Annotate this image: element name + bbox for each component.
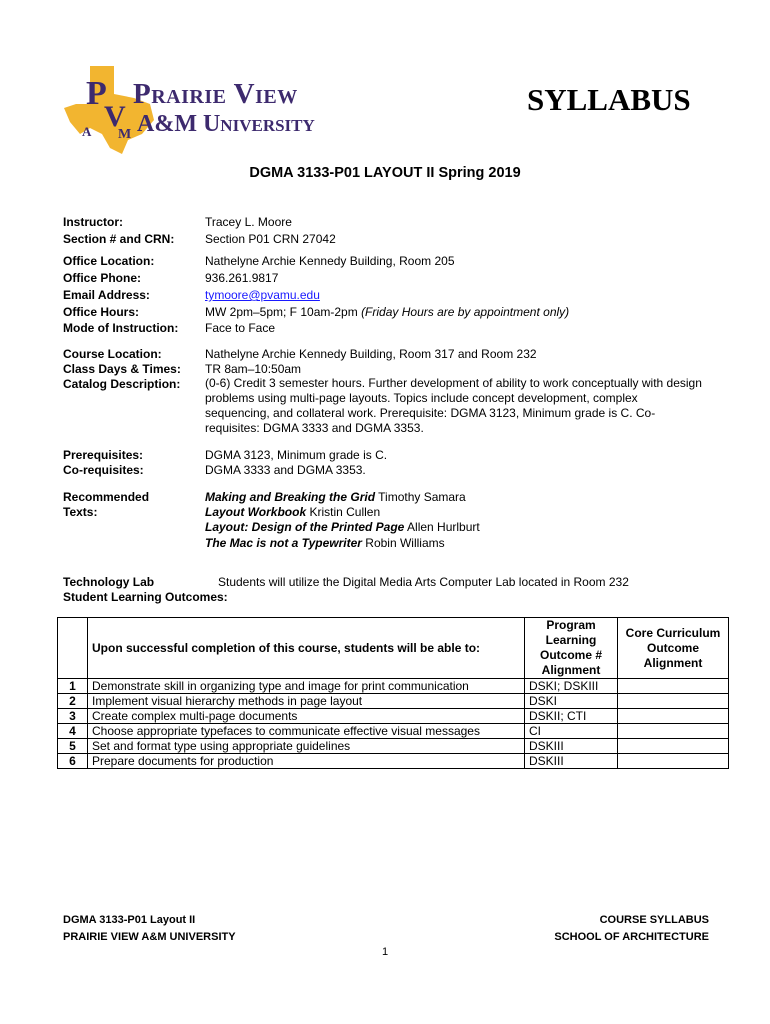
table-header-desc: Upon successful completion of this course, students will be able to: — [88, 618, 525, 679]
text-item — [205, 504, 380, 520]
footer-doc-type: COURSE SYLLABUS — [599, 914, 709, 926]
row-program: DSKI — [525, 694, 618, 709]
text-author: Allen Hurlburt — [404, 520, 480, 534]
section-value: Section P01 CRN 27042 — [205, 232, 336, 246]
course-location-label: Course Location: — [63, 347, 162, 361]
svg-text:A: A — [82, 124, 92, 139]
coreq-label: Co-requisites: — [63, 463, 144, 477]
row-desc: Prepare documents for production — [88, 754, 525, 769]
text-title: Making and Breaking the Grid — [205, 490, 376, 504]
row-num: 1 — [58, 679, 88, 694]
section-label: Section # and CRN: — [63, 232, 175, 246]
prereq-value: DGMA 3123, Minimum grade is C. — [205, 448, 388, 462]
row-num: 2 — [58, 694, 88, 709]
office-hours-value — [205, 304, 569, 320]
texts-label-line1: Recommended — [63, 490, 150, 504]
footer-university: PRAIRIE VIEW A&M UNIVERSITY — [63, 931, 236, 943]
table-row — [58, 754, 729, 769]
row-program: DSKI; DSKIII — [525, 679, 618, 694]
row-core — [618, 679, 729, 694]
catalog-value: (0-6) Credit 3 semester hours. Further development of ability to work conceptually with design problems using multi-page layouts. Topics include concept development, complex sequencing, and collateral work. Prerequisite: DGMA 3123, Minimum grade is C. Co-requisites: DGMA 3333 and DGMA 3353. — [205, 376, 702, 435]
office-hours-label: Office Hours: — [63, 305, 140, 319]
svg-text:V: V — [104, 100, 126, 133]
instructor-label: Instructor: — [63, 215, 123, 229]
slo-label: Student Learning Outcomes: — [63, 590, 228, 604]
footer-course: DGMA 3133-P01 Layout II — [63, 914, 196, 926]
footer-school: SCHOOL OF ARCHITECTURE — [554, 931, 709, 943]
instructor-value: Tracey L. Moore — [205, 215, 292, 229]
table-header-core: Core Curriculum Outcome Alignment — [618, 618, 729, 679]
row-program: DSKIII — [525, 754, 618, 769]
table-row — [58, 694, 729, 709]
row-num: 6 — [58, 754, 88, 769]
row-desc: Implement visual hierarchy methods in page layout — [88, 694, 525, 709]
email-value-wrap — [205, 287, 320, 303]
row-num: 4 — [58, 724, 88, 739]
text-item — [205, 535, 445, 551]
row-core — [618, 739, 729, 754]
office-phone-label: Office Phone: — [63, 271, 142, 285]
texts-label-line2: Texts: — [63, 505, 98, 519]
table-row — [58, 739, 729, 754]
course-title: DGMA 3133-P01 LAYOUT II Spring 2019 — [249, 165, 521, 181]
text-item — [205, 489, 466, 505]
row-desc: Set and format type using appropriate guidelines — [88, 739, 525, 754]
table-header-row — [58, 618, 729, 679]
prereq-label: Prerequisites: — [63, 448, 144, 462]
row-program: DSKII; CTI — [525, 709, 618, 724]
office-phone-value: 936.261.9817 — [205, 271, 279, 285]
row-desc: Create complex multi-page documents — [88, 709, 525, 724]
text-author: Robin Williams — [361, 536, 445, 550]
mode-value: Face to Face — [205, 321, 276, 335]
row-program: CI — [525, 724, 618, 739]
course-location-value: Nathelyne Archie Kennedy Building, Room 317 and Room 232 — [205, 347, 537, 361]
row-core — [618, 709, 729, 724]
university-name-line1: Prairie View — [133, 78, 298, 110]
svg-text:P: P — [86, 75, 107, 112]
row-num: 5 — [58, 739, 88, 754]
table-row — [58, 709, 729, 724]
row-core — [618, 724, 729, 739]
class-days-label: Class Days & Times: — [63, 362, 181, 376]
table-row — [58, 679, 729, 694]
table-header-num — [58, 618, 88, 679]
class-days-value: TR 8am–10:50am — [205, 362, 302, 376]
svg-text:M: M — [118, 127, 132, 142]
page-number: 1 — [381, 946, 389, 958]
tech-lab-value: Students will utilize the Digital Media Arts Computer Lab located in Room 232 — [218, 575, 629, 589]
document-type-title: SYLLABUS — [527, 82, 691, 117]
text-title: The Mac is not a Typewriter — [205, 536, 362, 550]
coreq-value: DGMA 3333 and DGMA 3353. — [205, 463, 366, 477]
text-author: Timothy Samara — [375, 490, 466, 504]
email-label: Email Address: — [63, 288, 150, 302]
text-author: Kristin Cullen — [306, 505, 381, 519]
outcomes-table — [57, 617, 729, 769]
catalog-label: Catalog Description: — [63, 377, 181, 391]
row-program: DSKIII — [525, 739, 618, 754]
text-title: Layout: Design of the Printed Page — [205, 520, 405, 534]
text-title: Layout Workbook — [205, 505, 307, 519]
email-link[interactable]: tymoore@pvamu.edu — [205, 288, 320, 302]
row-num: 3 — [58, 709, 88, 724]
university-name-line2: A&M University — [137, 111, 315, 137]
row-core — [618, 694, 729, 709]
office-location-value: Nathelyne Archie Kennedy Building, Room 205 — [205, 254, 455, 268]
tech-lab-label: Technology Lab — [63, 575, 155, 589]
mode-label: Mode of Instruction: — [63, 321, 179, 335]
office-hours-text: MW 2pm–5pm; F 10am-2pm — [205, 305, 358, 319]
row-desc: Choose appropriate typefaces to communicate effective visual messages — [88, 724, 525, 739]
text-item — [205, 519, 480, 535]
row-desc: Demonstrate skill in organizing type and image for print communication — [88, 679, 525, 694]
table-header-program: Program Learning Outcome # Alignment — [525, 618, 618, 679]
office-location-label: Office Location: — [63, 254, 155, 268]
row-core — [618, 754, 729, 769]
office-hours-note: (Friday Hours are by appointment only) — [361, 305, 570, 319]
table-row — [58, 724, 729, 739]
